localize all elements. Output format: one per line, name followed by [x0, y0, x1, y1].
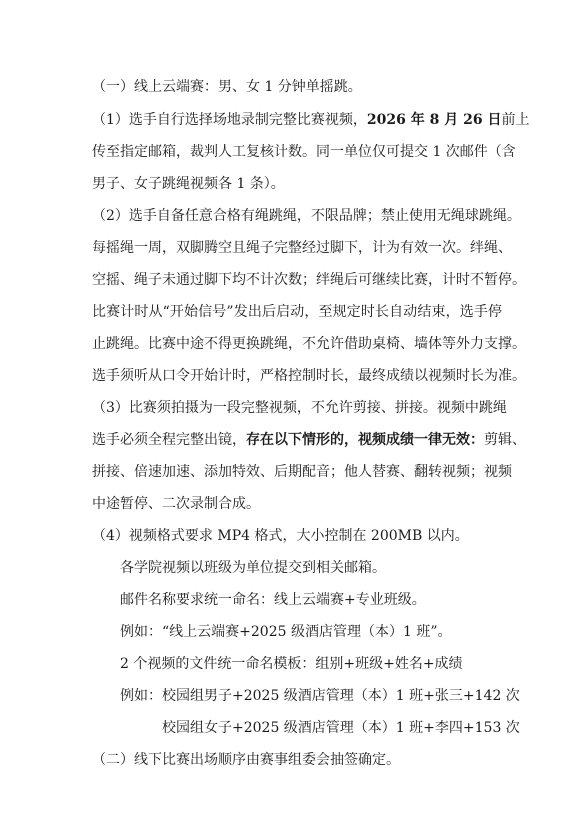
item4-line6: 例如：校园组男子+2025 级酒店管理（本）1 班+张三+142 次 — [120, 688, 520, 704]
section-heading-online: （一）线上云端赛：男、女 1 分钟单摇跳。 — [92, 79, 362, 95]
item3-line2 — [92, 430, 526, 450]
section-heading-offline: （二）线下比赛出场顺序由赛事组委会抽签确定。 — [92, 752, 400, 768]
item1-line2: 传至指定邮箱，裁判人工复核计数。同一单位仅可提交 1 次邮件（含 — [92, 144, 516, 160]
item2-line1: （2）选手自备任意合格有绳跳绳，不限品牌；禁止使用无绳球跳绳。 — [92, 208, 521, 224]
item1-line1 — [92, 110, 530, 130]
item2-line3: 空摇、绳子未通过脚下均不计次数；绊绳后可继续比赛，计时不暂停。 — [92, 272, 526, 288]
item1-line1-text: （1）选手自行选择场地录制完整比赛视频， — [92, 112, 367, 128]
item3-line2-text: 选手必须全程完整出镜， — [92, 432, 246, 448]
item3-line4: 中途暂停、二次录制合成。 — [92, 496, 260, 512]
item4-line5: 2 个视频的文件统一命名模板：组别+班级+姓名+成绩 — [120, 656, 463, 672]
item2-line4: 比赛计时从“开始信号”发出后启动，至规定时长自动结束，选手停 — [92, 304, 502, 320]
deadline-date: 2026 年 8 月 26 日 — [366, 112, 502, 128]
item2-line5: 止跳绳。比赛中途不得更换跳绳，不允许借助桌椅、墙体等外力支撑。 — [92, 336, 526, 352]
item4-line3: 邮件名称要求统一命名：线上云端赛+专业班级。 — [120, 592, 426, 608]
item3-line1: （3）比赛须拍摄为一段完整视频，不允许剪接、拼接。视频中跳绳 — [92, 400, 507, 416]
item3-line3: 拼接、倍速加速、添加特效、后期配音；他人替赛、翻转视频；视频 — [92, 464, 512, 480]
item2-line2: 每摇绳一周，双脚腾空且绳子完整经过脚下，计为有效一次。绊绳、 — [92, 240, 512, 256]
item4-line4: 例如：“线上云端赛+2025 级酒店管理（本）1 班”。 — [120, 624, 452, 640]
item2-line6: 选手须听从口令开始计时，严格控制时长，最终成绩以视频时长为准。 — [92, 368, 526, 384]
item4-line1: （4）视频格式要求 MP4 格式，大小控制在 200MB 以内。 — [92, 528, 469, 544]
item1-line3: 男子、女子跳绳视频各 1 条）。 — [92, 176, 285, 192]
item4-line7: 校园组女子+2025 级酒店管理（本）1 班+李四+153 次 — [162, 720, 520, 736]
invalid-conditions-emphasis: 存在以下情形的，视频成绩一律无效： — [246, 432, 484, 448]
item1-line1-tail: 前上 — [501, 112, 530, 128]
item4-line2: 各学院视频以班级为单位提交到相关邮箱。 — [120, 560, 386, 576]
item3-line2-tail: 剪辑、 — [484, 432, 526, 448]
